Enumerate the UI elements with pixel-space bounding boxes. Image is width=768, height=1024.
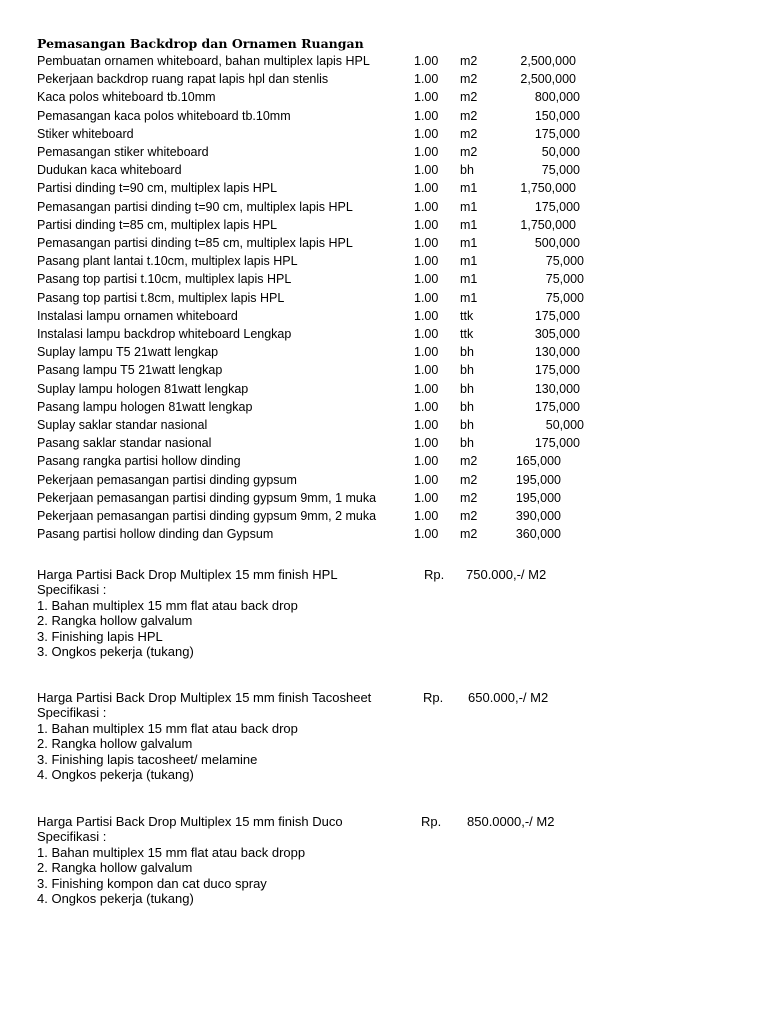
offer-currency: Rp. bbox=[424, 567, 445, 582]
item-unit: m2 bbox=[460, 509, 478, 523]
table-row bbox=[0, 52, 768, 70]
item-unit: m2 bbox=[460, 126, 478, 141]
item-price: 130,000 bbox=[534, 381, 580, 396]
offer-heading: Harga Partisi Back Drop Multiplex 15 mm finish HPL bbox=[37, 567, 338, 582]
item-description: Dudukan kaca whiteboard bbox=[37, 163, 182, 178]
item-quantity: 1.00 bbox=[414, 272, 439, 287]
table-row bbox=[0, 70, 768, 88]
spec-item: 3. Ongkos pekerja (tukang) bbox=[37, 644, 194, 660]
spec-item: 2. Rangka hollow galvalum bbox=[37, 613, 193, 629]
item-price: 2,500,000 bbox=[520, 72, 576, 87]
table-row bbox=[0, 161, 768, 179]
item-quantity: 1.00 bbox=[414, 236, 439, 250]
spec-item: 4. Ongkos pekerja (tukang) bbox=[37, 891, 194, 907]
spec-label: Specifikasi : bbox=[37, 829, 107, 845]
table-row bbox=[0, 198, 768, 216]
item-quantity: 1.00 bbox=[414, 381, 439, 396]
item-unit: m2 bbox=[460, 490, 478, 505]
item-description: Pekerjaan pemasangan partisi dinding gypsum 9mm, 1 muka bbox=[37, 490, 377, 505]
spec-item: 1. Bahan multiplex 15 mm flat atau back drop bbox=[37, 597, 298, 613]
item-description: Instalasi lampu ornamen whiteboard bbox=[37, 308, 238, 323]
item-description: Pemasangan stiker whiteboard bbox=[37, 145, 209, 159]
item-quantity: 1.00 bbox=[414, 490, 439, 505]
item-quantity: 1.00 bbox=[414, 527, 439, 542]
item-quantity: 1.00 bbox=[414, 345, 439, 360]
item-price: 165,000 bbox=[515, 454, 561, 469]
item-quantity: 1.00 bbox=[414, 454, 439, 469]
offer-header bbox=[37, 567, 737, 582]
item-price: 305,000 bbox=[534, 327, 580, 341]
item-price: 75,000 bbox=[541, 163, 580, 178]
item-unit: bh bbox=[460, 163, 474, 178]
item-unit: bh bbox=[460, 399, 474, 414]
item-price: 175,000 bbox=[534, 126, 580, 141]
item-description: Suplay lampu hologen 81watt lengkap bbox=[37, 381, 249, 396]
item-price: 175,000 bbox=[534, 363, 580, 378]
item-description: Pasang plant lantai t.10cm, multiplex lapis HPL bbox=[37, 254, 298, 269]
table-row bbox=[0, 307, 768, 325]
item-price: 1,750,000 bbox=[520, 181, 576, 196]
item-price: 1,750,000 bbox=[520, 217, 576, 232]
item-description: Pasang lampu T5 21watt lengkap bbox=[37, 363, 223, 378]
item-description: Pasang top partisi t.10cm, multiplex lapis HPL bbox=[37, 272, 292, 287]
item-unit: m2 bbox=[460, 54, 478, 68]
item-quantity: 1.00 bbox=[414, 181, 439, 196]
item-description: Pekerjaan backdrop ruang rapat lapis hpl dan stenlis bbox=[37, 72, 329, 87]
item-quantity: 1.00 bbox=[414, 199, 439, 214]
item-quantity: 1.00 bbox=[414, 254, 439, 269]
item-unit: m2 bbox=[460, 472, 478, 487]
item-description: Pembuatan ornamen whiteboard, bahan multiplex lapis HPL bbox=[37, 54, 370, 68]
item-price: 2,500,000 bbox=[520, 54, 576, 68]
item-unit: m1 bbox=[460, 272, 478, 287]
item-quantity: 1.00 bbox=[414, 217, 439, 232]
table-row bbox=[0, 416, 768, 434]
table-row bbox=[0, 343, 768, 361]
item-description: Pasang lampu hologen 81watt lengkap bbox=[37, 399, 253, 414]
item-description: Pemasangan partisi dinding t=85 cm, multiplex lapis HPL bbox=[37, 236, 353, 250]
item-quantity: 1.00 bbox=[414, 509, 439, 523]
offer-heading: Harga Partisi Back Drop Multiplex 15 mm finish Duco bbox=[37, 814, 343, 829]
offer-price: 750.000,-/ M2 bbox=[466, 567, 547, 582]
item-price: 150,000 bbox=[534, 108, 580, 123]
item-price: 130,000 bbox=[534, 345, 580, 360]
spec-label: Specifikasi : bbox=[37, 582, 107, 598]
item-description: Partisi dinding t=90 cm, multiplex lapis HPL bbox=[37, 181, 278, 196]
table-row bbox=[0, 471, 768, 489]
offer-block bbox=[37, 814, 737, 906]
item-unit: m2 bbox=[460, 72, 478, 87]
spec-item: 3. Finishing lapis tacosheet/ melamine bbox=[37, 751, 258, 767]
item-unit: bh bbox=[460, 381, 474, 396]
offer-header bbox=[37, 814, 737, 829]
item-unit: bh bbox=[460, 363, 474, 378]
table-row bbox=[0, 289, 768, 307]
item-quantity: 1.00 bbox=[414, 163, 439, 178]
item-price: 75,000 bbox=[545, 290, 584, 305]
item-unit: m1 bbox=[460, 199, 478, 214]
item-quantity: 1.00 bbox=[414, 308, 439, 323]
table-row bbox=[0, 489, 768, 507]
table-row bbox=[0, 107, 768, 125]
item-price: 195,000 bbox=[515, 472, 561, 487]
item-quantity: 1.00 bbox=[414, 436, 439, 451]
table-row bbox=[0, 507, 768, 525]
item-quantity: 1.00 bbox=[414, 363, 439, 378]
offer-currency: Rp. bbox=[421, 814, 442, 829]
item-quantity: 1.00 bbox=[414, 145, 439, 159]
table-row bbox=[0, 252, 768, 270]
table-row bbox=[0, 270, 768, 288]
item-quantity: 1.00 bbox=[414, 290, 439, 305]
item-description: Pemasangan kaca polos whiteboard tb.10mm bbox=[37, 108, 291, 123]
item-description: Suplay saklar standar nasional bbox=[37, 418, 208, 432]
offer-price: 650.000,-/ M2 bbox=[468, 690, 549, 705]
item-description: Partisi dinding t=85 cm, multiplex lapis HPL bbox=[37, 217, 278, 232]
item-price: 500,000 bbox=[534, 236, 580, 250]
item-price: 75,000 bbox=[545, 254, 584, 269]
table-row bbox=[0, 179, 768, 197]
item-price: 50,000 bbox=[541, 145, 580, 159]
item-price: 50,000 bbox=[545, 418, 584, 432]
item-description: Pasang rangka partisi hollow dinding bbox=[37, 454, 241, 469]
table-row bbox=[0, 216, 768, 234]
table-row bbox=[0, 361, 768, 379]
page-title: Pemasangan Backdrop dan Ornamen Ruangan bbox=[37, 36, 364, 51]
spec-item: 2. Rangka hollow galvalum bbox=[37, 860, 193, 876]
item-description: Pasang partisi hollow dinding dan Gypsum bbox=[37, 527, 274, 542]
item-unit: m2 bbox=[460, 108, 478, 123]
table-row bbox=[0, 452, 768, 470]
item-unit: ttk bbox=[460, 308, 474, 323]
item-unit: m2 bbox=[460, 90, 478, 105]
offer-header bbox=[37, 690, 737, 705]
item-description: Pasang saklar standar nasional bbox=[37, 436, 212, 451]
item-description: Pasang top partisi t.8cm, multiplex lapis HPL bbox=[37, 290, 285, 305]
item-unit: m2 bbox=[460, 145, 478, 159]
table-row bbox=[0, 125, 768, 143]
item-unit: m1 bbox=[460, 181, 478, 196]
item-description: Instalasi lampu backdrop whiteboard Lengkap bbox=[37, 327, 292, 341]
item-quantity: 1.00 bbox=[414, 90, 439, 105]
item-description: Pekerjaan pemasangan partisi dinding gypsum bbox=[37, 472, 297, 487]
table-row bbox=[0, 434, 768, 452]
spec-item: 3. Finishing lapis HPL bbox=[37, 628, 163, 644]
item-unit: bh bbox=[460, 345, 474, 360]
item-quantity: 1.00 bbox=[414, 72, 439, 87]
item-quantity: 1.00 bbox=[414, 108, 439, 123]
item-price: 75,000 bbox=[545, 272, 584, 287]
item-quantity: 1.00 bbox=[414, 472, 439, 487]
table-row bbox=[0, 143, 768, 161]
item-unit: ttk bbox=[460, 327, 474, 341]
item-unit: m2 bbox=[460, 454, 478, 469]
item-price: 175,000 bbox=[534, 436, 580, 451]
item-quantity: 1.00 bbox=[414, 126, 439, 141]
offer-price: 850.0000,-/ M2 bbox=[467, 814, 555, 829]
item-unit: bh bbox=[460, 436, 474, 451]
item-price: 390,000 bbox=[515, 509, 561, 523]
item-description: Suplay lampu T5 21watt lengkap bbox=[37, 345, 219, 360]
item-price: 175,000 bbox=[534, 199, 580, 214]
table-row bbox=[0, 380, 768, 398]
item-description: Pekerjaan pemasangan partisi dinding gypsum 9mm, 2 muka bbox=[37, 509, 377, 523]
item-unit: m1 bbox=[460, 217, 478, 232]
item-price: 800,000 bbox=[534, 90, 580, 105]
spec-item: 2. Rangka hollow galvalum bbox=[37, 736, 193, 752]
item-description: Pemasangan partisi dinding t=90 cm, multiplex lapis HPL bbox=[37, 199, 353, 214]
table-row bbox=[0, 398, 768, 416]
item-unit: m1 bbox=[460, 254, 478, 269]
item-description: Kaca polos whiteboard tb.10mm bbox=[37, 90, 216, 105]
item-price: 360,000 bbox=[515, 527, 561, 542]
offer-block bbox=[37, 690, 737, 782]
offer-heading: Harga Partisi Back Drop Multiplex 15 mm finish Tacosheet bbox=[37, 690, 372, 705]
item-description: Stiker whiteboard bbox=[37, 126, 134, 141]
spec-item: 1. Bahan multiplex 15 mm flat atau back drop bbox=[37, 720, 298, 736]
table-row bbox=[0, 88, 768, 106]
item-quantity: 1.00 bbox=[414, 399, 439, 414]
offer-block bbox=[37, 567, 737, 659]
spec-item: 3. Finishing kompon dan cat duco spray bbox=[37, 875, 267, 891]
item-unit: bh bbox=[460, 418, 474, 432]
item-price: 175,000 bbox=[534, 308, 580, 323]
item-unit: m1 bbox=[460, 290, 478, 305]
spec-label: Specifikasi : bbox=[37, 705, 107, 721]
table-row bbox=[0, 525, 768, 543]
offer-currency: Rp. bbox=[423, 690, 444, 705]
item-unit: m1 bbox=[460, 236, 478, 250]
table-row bbox=[0, 325, 768, 343]
item-quantity: 1.00 bbox=[414, 54, 439, 68]
table-row bbox=[0, 234, 768, 252]
item-unit: m2 bbox=[460, 527, 478, 542]
item-price: 195,000 bbox=[515, 490, 561, 505]
item-quantity: 1.00 bbox=[414, 327, 439, 341]
spec-item: 4. Ongkos pekerja (tukang) bbox=[37, 767, 194, 783]
spec-item: 1. Bahan multiplex 15 mm flat atau back dropp bbox=[37, 844, 306, 860]
item-quantity: 1.00 bbox=[414, 418, 439, 432]
item-price: 175,000 bbox=[534, 399, 580, 414]
